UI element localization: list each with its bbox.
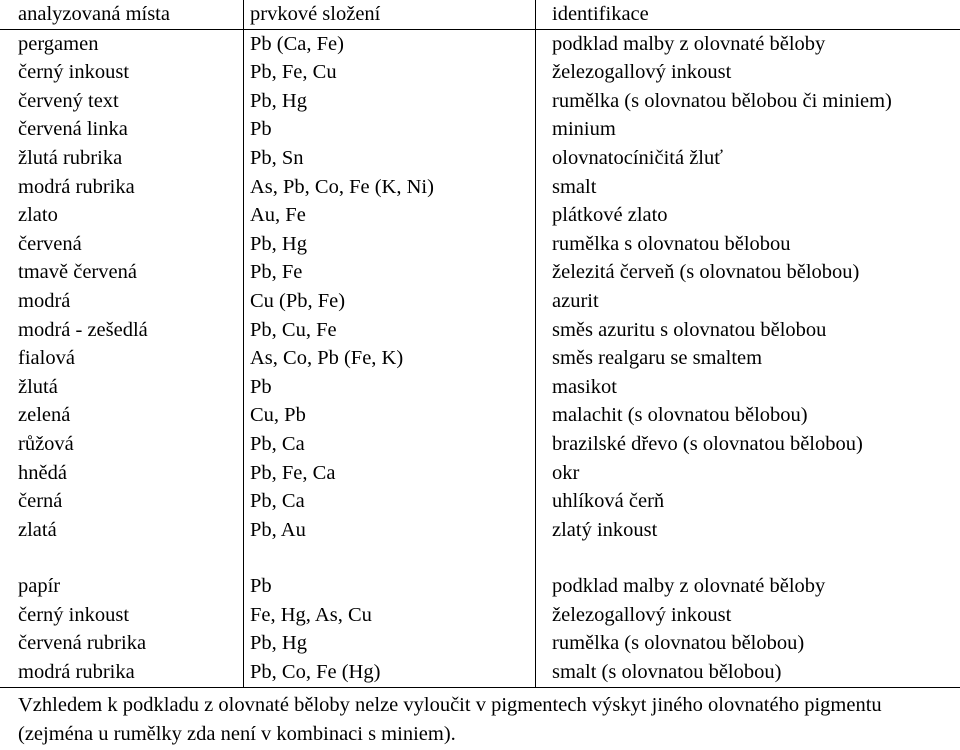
- identification-cell: železitá červeň (s olovnatou bělobou): [552, 261, 860, 284]
- identification-cell: podklad malby z olovnaté běloby: [552, 32, 826, 55]
- identification-cell: železogallový inkoust: [552, 61, 732, 84]
- element-composition-cell: Pb, Fe, Ca: [244, 459, 536, 488]
- table-row: [0, 516, 960, 545]
- element-composition-cell: As, Pb, Co, Fe (K, Ni): [244, 173, 536, 202]
- table-row: [0, 87, 960, 116]
- element-composition-cell: Au, Fe: [244, 201, 536, 230]
- analyzed-place-cell: černý inkoust: [0, 58, 244, 87]
- element-composition-cell: Pb, Ca: [244, 487, 536, 516]
- table-row: [0, 658, 960, 687]
- element-composition-cell: Pb (Ca, Fe): [244, 29, 536, 58]
- table-row: [0, 344, 960, 373]
- identification-cell: minium: [552, 118, 616, 141]
- identification-cell: olovnatocíničitá žluť: [552, 146, 723, 169]
- analyzed-place-cell: modrá rubrika: [0, 658, 244, 687]
- header-row: [0, 0, 960, 29]
- table-row: [0, 58, 960, 87]
- analyzed-place-cell: žlutá: [0, 373, 244, 402]
- identification-cell: brazilské dřevo (s olovnatou bělobou): [552, 432, 863, 455]
- table-row: [0, 173, 960, 202]
- element-composition-cell: Fe, Hg, As, Cu: [244, 601, 536, 630]
- analyzed-place-cell: zlato: [0, 201, 244, 230]
- separator-cell: [244, 544, 536, 572]
- table-row: [0, 373, 960, 402]
- header-identification: identifikace: [536, 0, 960, 29]
- element-composition-cell: Pb, Fe, Cu: [244, 58, 536, 87]
- identification-cell: malachit (s olovnatou bělobou): [552, 404, 808, 427]
- identification-cell: směs realgaru se smaltem: [552, 347, 763, 370]
- element-composition-cell: Pb, Au: [244, 516, 536, 545]
- analyzed-place-cell: zelená: [0, 401, 244, 430]
- analyzed-place-cell: hnědá: [0, 459, 244, 488]
- analyzed-place-cell: žlutá rubrika: [0, 144, 244, 173]
- analyzed-place-cell: pergamen: [0, 29, 244, 58]
- element-composition-cell: Pb, Cu, Fe: [244, 316, 536, 345]
- header-element-composition: prvkové složení: [244, 0, 536, 29]
- analyzed-place-cell: papír: [0, 572, 244, 601]
- element-composition-cell: Pb, Sn: [244, 144, 536, 173]
- element-composition-cell: Pb: [244, 373, 536, 402]
- separator-cell: [536, 544, 960, 572]
- element-composition-cell: As, Co, Pb (Fe, K): [244, 344, 536, 373]
- table-row: [0, 287, 960, 316]
- table-row: [0, 401, 960, 430]
- group-separator: [0, 544, 960, 572]
- identification-cell: okr: [552, 461, 580, 484]
- analyzed-place-cell: modrá: [0, 287, 244, 316]
- element-composition-cell: Cu, Pb: [244, 401, 536, 430]
- element-composition-cell: Pb: [244, 572, 536, 601]
- table-row: [0, 430, 960, 459]
- identification-cell: podklad malby z olovnaté běloby: [552, 575, 826, 598]
- element-composition-cell: Pb: [244, 115, 536, 144]
- element-composition-cell: Cu (Pb, Fe): [244, 287, 536, 316]
- element-composition-cell: Pb, Co, Fe (Hg): [244, 658, 536, 687]
- element-composition-cell: Pb, Hg: [244, 87, 536, 116]
- identification-cell: azurit: [552, 289, 599, 312]
- table-row: [0, 487, 960, 516]
- analyzed-place-cell: červená rubrika: [0, 629, 244, 658]
- element-composition-cell: Pb, Hg: [244, 629, 536, 658]
- table-row: [0, 258, 960, 287]
- element-composition-cell: Pb, Fe: [244, 258, 536, 287]
- table-row: [0, 629, 960, 658]
- separator-cell: [0, 544, 244, 572]
- analyzed-place-cell: červený text: [0, 87, 244, 116]
- header-analyzed-places: analyzovaná místa: [0, 0, 244, 29]
- identification-cell: smalt: [552, 175, 597, 198]
- identification-cell: zlatý inkoust: [552, 518, 658, 541]
- identification-cell: masikot: [552, 375, 617, 398]
- table-row: [0, 316, 960, 345]
- identification-cell: rumělka (s olovnatou bělobou či miniem): [552, 89, 892, 112]
- table-row: [0, 230, 960, 259]
- identification-cell: směs azuritu s olovnatou bělobou: [552, 318, 827, 341]
- identification-cell: plátkové zlato: [552, 204, 668, 227]
- footnote: Vzhledem k podkladu z olovnaté běloby nelze vyloučit v pigmentech výskyt jiného olovnatého pigmentu (zejména u rumělky zda není v kombinaci s miniem).: [18, 694, 882, 745]
- element-composition-cell: Pb, Hg: [244, 230, 536, 259]
- analyzed-place-cell: růžová: [0, 430, 244, 459]
- analyzed-place-cell: černý inkoust: [0, 601, 244, 630]
- analyzed-place-cell: modrá rubrika: [0, 173, 244, 202]
- analyzed-place-cell: modrá - zešedlá: [0, 316, 244, 345]
- element-composition-cell: Pb, Ca: [244, 430, 536, 459]
- table-row: [0, 144, 960, 173]
- table-row: [0, 115, 960, 144]
- identification-cell: rumělka (s olovnatou bělobou): [552, 632, 805, 655]
- analyzed-place-cell: zlatá: [0, 516, 244, 545]
- table-row: [0, 201, 960, 230]
- table-row: [0, 601, 960, 630]
- analyzed-place-cell: fialová: [0, 344, 244, 373]
- identification-cell: smalt (s olovnatou bělobou): [536, 658, 960, 687]
- table-row: [0, 572, 960, 601]
- identification-cell: železogallový inkoust: [552, 603, 732, 626]
- table-row: [0, 459, 960, 488]
- analyzed-place-cell: červená linka: [0, 115, 244, 144]
- identification-cell: rumělka s olovnatou bělobou: [552, 232, 791, 255]
- table-row: [0, 29, 960, 58]
- analyzed-place-cell: černá: [0, 487, 244, 516]
- analyzed-place-cell: tmavě červená: [0, 258, 244, 287]
- identification-cell: uhlíková čerň: [552, 490, 665, 513]
- analyzed-place-cell: červená: [0, 230, 244, 259]
